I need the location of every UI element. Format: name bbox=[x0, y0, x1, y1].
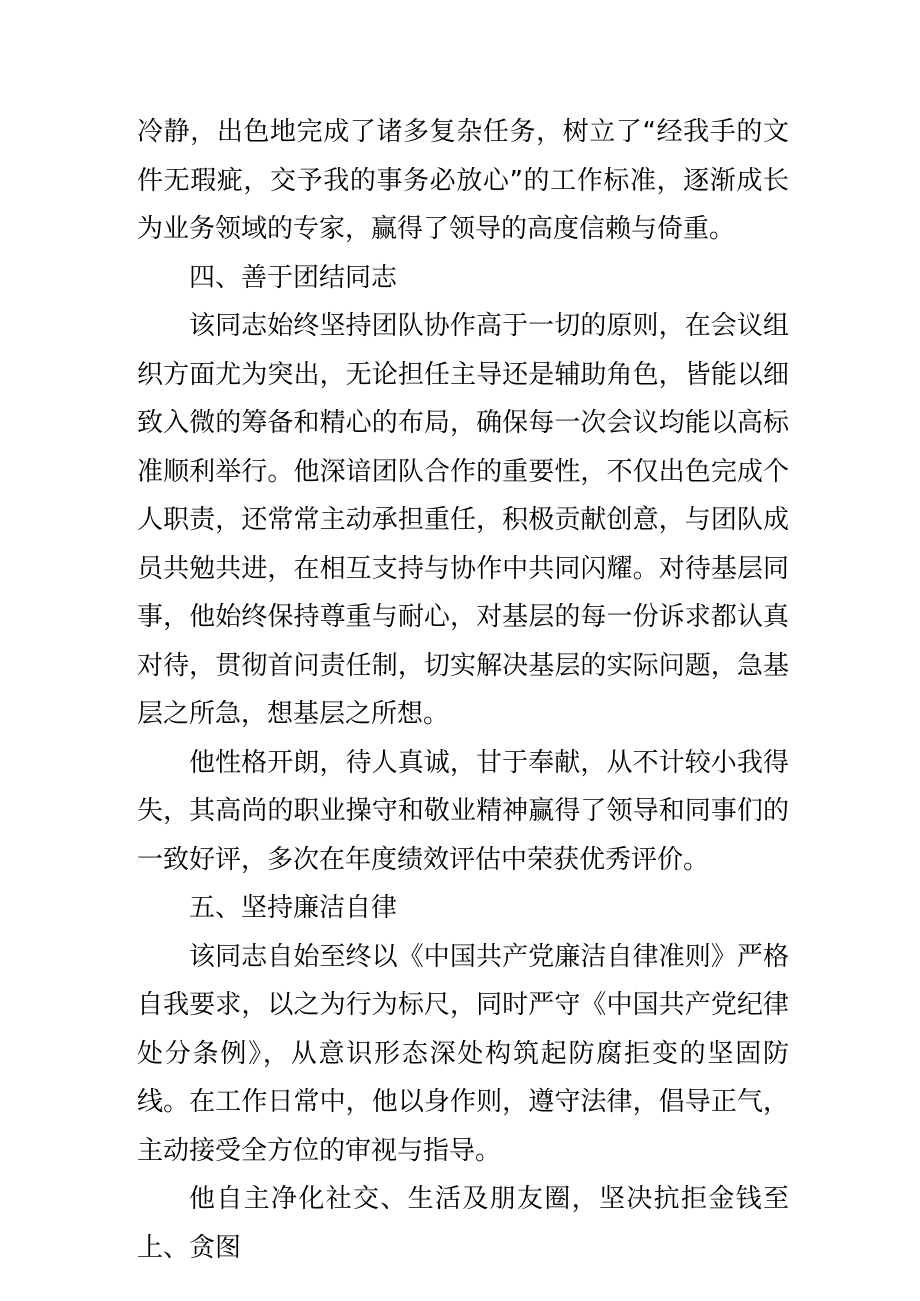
section-heading-4: 四、善于团结同志 bbox=[189, 262, 398, 293]
body-paragraph: 该同志始终坚持团队协作高于一切的原则，在会议组织方面尤为突出，无论担任主导还是辅助角色，皆能以细致入微的筹备和精心的布局，确保每一次会议均能以高标准顺利举行。他深谙团队合作的重要性，不仅出色完成个人职责，还常常主动承担重任，积极贡献创意，与团队成员共勉共进，在相互支持与协作中共同闪耀。对待基层同事，他始终保持尊重与耐心，对基层的每一份诉求都认真对待，贯彻首问责任制，切实解决基层的实际问题，急基层之所急，想基层之所想。 bbox=[137, 311, 789, 729]
body-paragraph: 该同志自始至终以《中国共产党廉洁自律准则》严格自我要求，以之为行为标尺，同时严守《中国共产党纪律处分条例》，从意识形态深处构筑起防腐拒变的坚固防线。在工作日常中，他以身作则，遵守法律，倡导正气，主动接受全方位的审视与指导。 bbox=[137, 941, 789, 1166]
document-body bbox=[137, 108, 789, 1272]
body-paragraph: 他性格开朗，待人真诚，甘于奉献，从不计较小我得失，其高尚的职业操守和敬业精神赢得了领导和同事们的一致好评，多次在年度绩效评估中荣获优秀评价。 bbox=[137, 747, 789, 875]
section-heading-5: 五、坚持廉洁自律 bbox=[189, 893, 398, 923]
continuation-paragraph: 冷静，出色地完成了诸多复杂任务，树立了“经我手的文件无瑕疵，交予我的事务必放心”的工作标准，逐渐成长为业务领域的专家，赢得了领导的高度信赖与倚重。 bbox=[137, 117, 789, 244]
body-paragraph: 他自主净化社交、生活及朋友圈，坚决抗拒金钱至上、贪图 bbox=[137, 1184, 789, 1263]
